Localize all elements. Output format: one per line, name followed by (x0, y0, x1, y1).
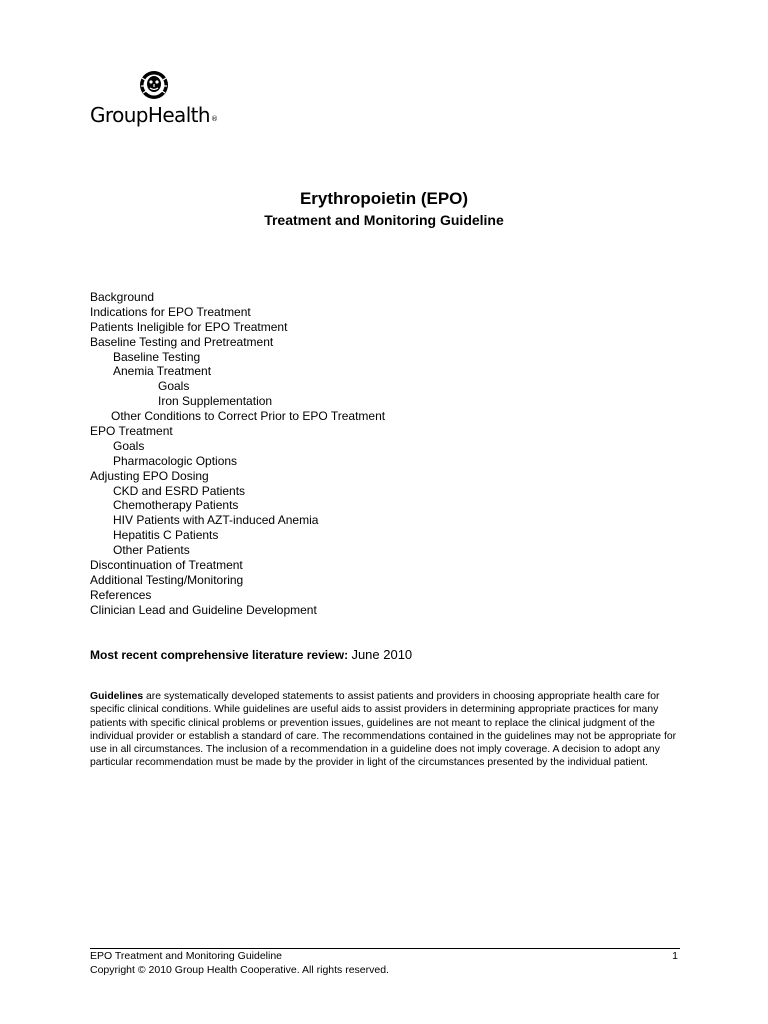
footer-divider (90, 948, 680, 949)
toc-item[interactable]: References (90, 587, 152, 602)
toc-item[interactable]: Baseline Testing (113, 349, 201, 364)
footer-copyright: Copyright © 2010 Group Health Cooperative. All rights reserved. (90, 964, 389, 976)
review-label: Most recent comprehensive literature review: (90, 648, 349, 662)
toc-item[interactable]: Baseline Testing and Pretreatment (90, 334, 274, 349)
footer-title: EPO Treatment and Monitoring Guideline (90, 950, 283, 962)
disclaimer-lead: Guidelines (90, 691, 144, 702)
toc-item[interactable]: Chemotherapy Patients (113, 498, 239, 513)
lion-emblem-icon (138, 70, 170, 100)
toc-item[interactable]: Hepatitis C Patients (113, 528, 219, 543)
toc-item[interactable]: Iron Supplementation (158, 394, 273, 409)
toc-item[interactable]: Indications for EPO Treatment (90, 304, 251, 319)
toc-item[interactable]: CKD and ESRD Patients (113, 483, 246, 498)
toc-item[interactable]: Goals (113, 438, 145, 453)
document-title: Erythropoietin (EPO) (299, 189, 469, 208)
toc-item[interactable]: Adjusting EPO Dosing (90, 468, 209, 483)
toc-item[interactable]: Patients Ineligible for EPO Treatment (90, 319, 288, 334)
toc-item[interactable]: HIV Patients with AZT-induced Anemia (113, 513, 319, 528)
logo-name: GroupHealth (90, 103, 210, 127)
toc-item[interactable]: Background (90, 290, 155, 304)
table-of-contents (90, 290, 385, 618)
toc-item[interactable]: Discontinuation of Treatment (90, 558, 243, 573)
toc-item[interactable]: EPO Treatment (90, 424, 173, 439)
literature-review (90, 647, 412, 662)
toc-item[interactable]: Clinician Lead and Guideline Development (90, 602, 317, 617)
toc-item[interactable]: Anemia Treatment (113, 364, 212, 379)
logo-wordmark (90, 103, 217, 127)
group-health-logo (90, 70, 230, 130)
toc-item[interactable]: Other Patients (113, 543, 190, 558)
toc-item[interactable]: Pharmacologic Options (113, 453, 238, 468)
toc-item[interactable]: Additional Testing/Monitoring (90, 572, 244, 587)
disclaimer-body: are systematically developed statements to assist patients and providers in choosing appropriate health care for specific clinical conditions. While guidelines are useful aids to assist providers in determining appropriate practices for many patients with specific clinical problems or prevention issues, guidelines are not meant to replace the clinical judgment of the individual provider or establish a standard of care. The recommendations contained in the guidelines may not be appropriate for use in all circumstances. The inclusion of a recommendation in a guideline does not imply coverage. A decision to adopt any particular recommendation must be made by the provider in light of the circumstances presented by the individual patient. (90, 691, 677, 769)
review-date: June 2010 (351, 647, 413, 662)
guidelines-disclaimer (90, 690, 682, 770)
registered-mark: ® (210, 115, 218, 123)
toc-item[interactable]: Other Conditions to Correct Prior to EPO Treatment (111, 409, 386, 424)
toc-item[interactable]: Goals (158, 379, 190, 394)
page-number: 1 (672, 950, 678, 962)
document-subtitle: Treatment and Monitoring Guideline (264, 212, 504, 228)
